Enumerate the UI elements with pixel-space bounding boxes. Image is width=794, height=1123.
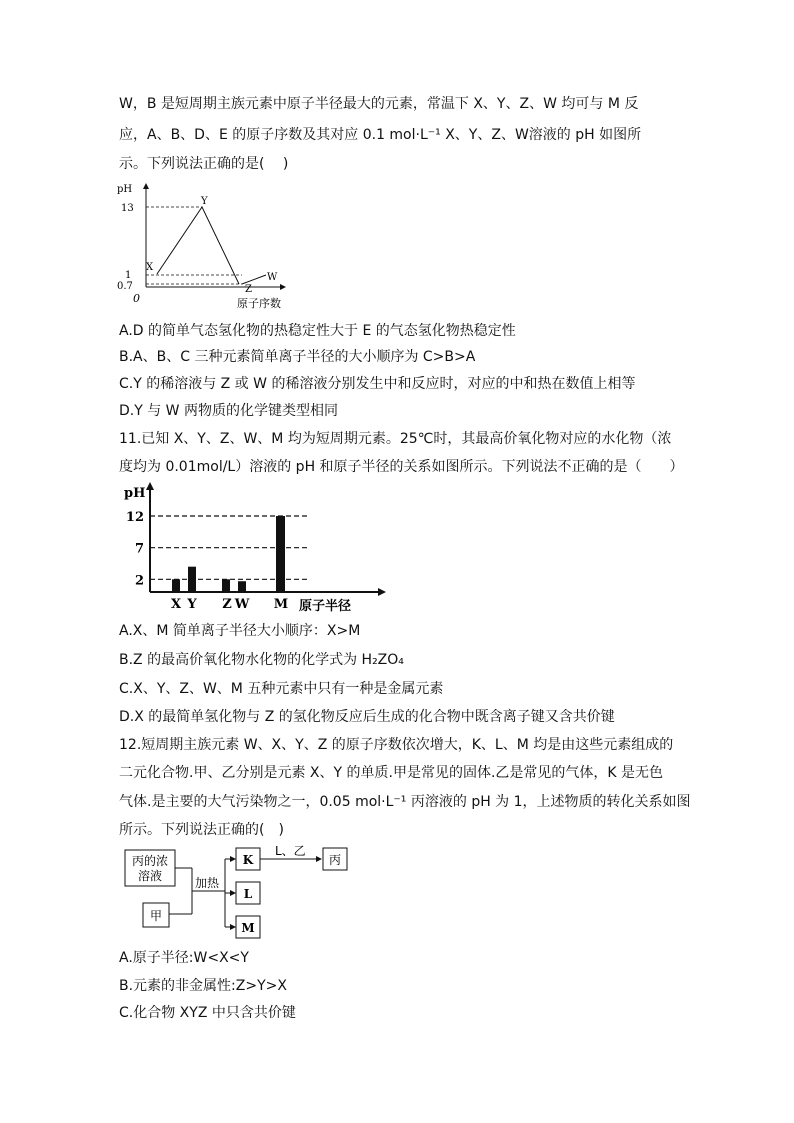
q10-intro-line-1: W，B 是短周期主族元素中原子半径最大的元素，常温下 X、Y、Z、W 均可与 M 反 (119, 96, 639, 112)
q12-box-jia-text: 甲 (149, 909, 163, 923)
q11-category-y: Y (187, 597, 197, 612)
q12-box-bing-final-text: 丙 (328, 853, 342, 867)
q10-x-label: 原子序数 (237, 297, 281, 310)
q11-category-z: Z (222, 597, 232, 612)
q10-intro-line-2: 应，A、B、D、E 的原子序数及其对应 0.1 mol·L⁻¹ X、Y、Z、W溶液的 pH 如图所 (119, 127, 642, 143)
q10-curve-xyz (157, 207, 239, 284)
q12-box-bing-text-2: 溶液 (137, 869, 163, 883)
q11-bar-z (222, 579, 230, 592)
q10-tick-1: 1 (125, 270, 132, 281)
q10-option-b: B.A、B、C 三种元素简单离子半径的大小顺序为 C>B>A (119, 349, 476, 365)
q11-bar-chart (118, 480, 390, 615)
q10-point-w: W (267, 272, 278, 283)
q12-condition-label: 加热 (195, 876, 220, 890)
q11-x-arrow (378, 588, 386, 596)
q12-option-c: C.化合物 XYZ 中只含共价键 (119, 1005, 296, 1021)
q11-bar-w (238, 581, 246, 592)
q11-bar-x (172, 579, 180, 592)
q12-box-m-text: M (241, 921, 255, 935)
q10-option-c: C.Y 的稀溶液与 Z 或 W 的稀溶液分别发生中和反应时，对应的中和热在数值上相等 (119, 376, 636, 392)
q12-intro-line-3: 气体.是主要的大气污染物之一，0.05 mol·L⁻¹ 丙溶液的 pH 为 1，上述物质的转化关系如图 (119, 794, 691, 810)
q10-option-d: D.Y 与 W 两物质的化学键类型相同 (119, 403, 338, 419)
q11-option-c: C.X、Y、Z、W、M 五种元素中只有一种是金属元素 (119, 681, 444, 697)
q11-category-m: M (273, 597, 289, 612)
q12-intro-line-1: 12.短周期主族元素 W、X、Y、Z 的原子序数依次增大，K、L、M 均是由这些元素组成的 (119, 737, 674, 753)
q11-option-d: D.X 的最简单氢化物与 Z 的氢化物反应后生成的化合物中既含离子键又含共价键 (119, 709, 615, 725)
q10-point-y: Y (201, 196, 208, 207)
q11-tick-2: 2 (134, 573, 144, 589)
q10-segment-zw (242, 275, 266, 284)
q10-ph-chart (115, 180, 290, 315)
q11-tick-7: 7 (134, 541, 144, 557)
q11-bar-y (188, 567, 196, 592)
q11-x-label: 原子半径 (299, 599, 352, 614)
q10-point-x: X (146, 262, 154, 273)
q12-box-bing-text-1: 丙的浓 (131, 854, 169, 868)
q11-category-w: W (234, 597, 250, 612)
q10-intro-line-3: 示。下列说法正确的是( ) (119, 156, 289, 172)
q11-y-label: pH (124, 486, 146, 501)
q10-point-z: Z (245, 284, 252, 295)
q11-category-x: X (170, 597, 182, 612)
q12-option-a: A.原子半径:W<X<Y (119, 950, 249, 966)
q11-option-a: A.X、M 简单离子半径大小顺序：X>M (119, 623, 361, 639)
q10-tick-13: 13 (121, 203, 134, 214)
q11-intro-line-1: 11.已知 X、Y、Z、W、M 均为短周期元素。25℃时，其最高价氧化物对应的水化物（浓 (119, 431, 672, 447)
q12-flow-diagram (123, 843, 363, 943)
q10-origin: 0 (133, 292, 140, 305)
q12-intro-line-4: 所示。下列说法正确的( ) (119, 822, 284, 838)
q10-y-label: pH (117, 184, 133, 195)
q11-y-arrow (146, 482, 154, 490)
q12-option-b: B.元素的非金属性:Z>Y>X (119, 978, 287, 994)
q12-intro-line-2: 二元化合物.甲、乙分别是元素 X、Y 的单质.甲是常见的固体.乙是常见的气体，K 是无色 (119, 765, 664, 781)
q11-option-b: B.Z 的最高价氧化物水化物的化学式为 H₂ZO₄ (119, 652, 404, 668)
q12-arrow-label: L、乙 (275, 844, 306, 858)
q11-tick-12: 12 (125, 510, 144, 525)
q11-bar-m (276, 516, 285, 592)
q11-intro-line-2: 度均为 0.01mol/L）溶液的 pH 和原子半径的关系如图所示。下列说法不正确的是（ ） (119, 459, 684, 475)
q12-box-l-text: L (243, 887, 253, 901)
q12-box-k-text: K (242, 853, 254, 867)
q10-tick-0.7: 0.7 (117, 281, 133, 292)
q10-option-a: A.D 的简单气态氢化物的热稳定性大于 E 的气态氢化物热稳定性 (119, 323, 516, 339)
